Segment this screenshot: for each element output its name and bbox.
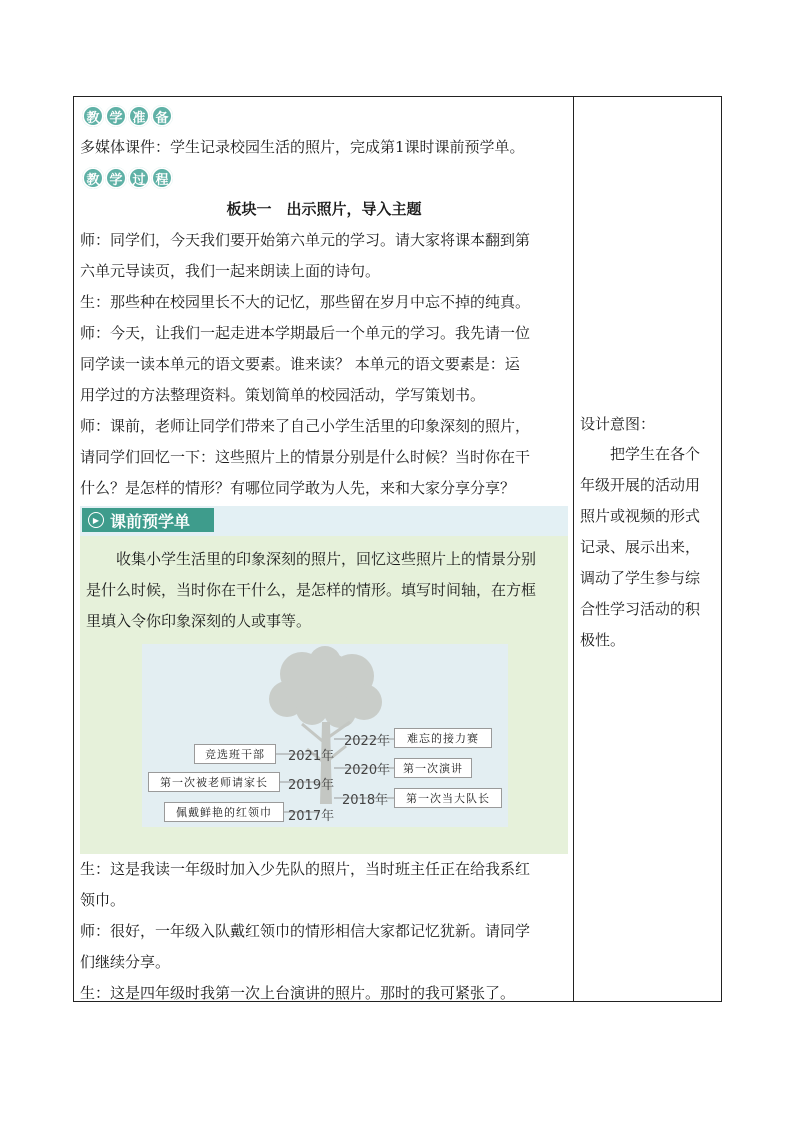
- badge-char: 学: [105, 167, 127, 189]
- timeline-right-box: 难忘的接力赛: [394, 728, 492, 748]
- dialogue-line: 生：这是四年级时我第一次上台演讲的照片。那时的我可紧张了。: [80, 984, 516, 1002]
- play-icon: ▶: [88, 512, 104, 528]
- dialogue-line: 同学读一读本单元的语文要素。谁来读？ 本单元的语文要素是：运: [80, 355, 520, 373]
- design-intent-line: 记录、展示出来，: [580, 538, 701, 556]
- timeline-year: 2020年: [344, 763, 391, 778]
- timeline-left-box: 竞选班干部: [194, 744, 276, 764]
- timeline-year: 2018年: [342, 793, 389, 808]
- dialogue-line: 生：那些种在校园里长不大的记忆，那些留在岁月中忘不掉的纯真。: [80, 293, 531, 311]
- dialogue-line: 们继续分享。: [80, 953, 171, 971]
- dialogue-line: 什么？是怎样的情形？有哪位同学敢为人先，来和大家分享分享？: [80, 479, 516, 497]
- prep-text: 多媒体课件：学生记录校园生活的照片，完成第1课时课前预学单。: [80, 138, 525, 156]
- design-intent-line: 年级开展的活动用: [580, 476, 701, 494]
- timeline-left-box: 第一次被老师请家长: [148, 772, 280, 792]
- design-intent-column: [580, 409, 716, 656]
- timeline-left-box: 佩戴鲜艳的红领巾: [164, 802, 284, 822]
- dialogue-line: 师：同学们，今天我们要开始第六单元的学习。请大家将课本翻到第: [80, 231, 531, 249]
- dialogue-line: 用学过的方法整理资料。策划简单的校园活动，学写策划书。: [80, 386, 486, 404]
- badge-char: 程: [151, 167, 173, 189]
- dialogue-line: 六单元导读页，我们一起来朗读上面的诗句。: [80, 262, 381, 280]
- design-intent-line: 把学生在各个: [610, 445, 701, 463]
- badge-teaching-process: [82, 165, 568, 191]
- badge-char: 过: [128, 167, 150, 189]
- prestudy-line: 里填入令你印象深刻的人或事等。: [86, 612, 312, 630]
- timeline-right-box: 第一次演讲: [394, 758, 472, 778]
- design-intent-line: 合性学习活动的积: [580, 600, 701, 618]
- badge-char: 教: [82, 167, 104, 189]
- design-intent-line: 极性。: [580, 631, 626, 649]
- prestudy-tag: [82, 508, 214, 532]
- dialogue-line: 领巾。: [80, 891, 126, 909]
- column-divider: [573, 97, 574, 1001]
- timeline-year: 2019年: [288, 778, 335, 793]
- dialogue-line: 师：很好，一年级入队戴红领巾的情形相信大家都记忆犹新。请同学: [80, 922, 531, 940]
- dialogue-line: 师：课前，老师让同学们带来了自己小学生活里的印象深刻的照片，: [80, 417, 531, 435]
- design-intent-title: 设计意图：: [580, 415, 656, 433]
- design-intent-line: 调动了学生参与综: [580, 569, 701, 587]
- timeline-right-box: 第一次当大队长: [394, 788, 502, 808]
- badge-char: 教: [82, 105, 104, 127]
- lesson-table: [73, 96, 722, 1002]
- prestudy-line: 是什么时候，当时你在干什么，是怎样的情形。填写时间轴，在方框: [86, 581, 537, 599]
- prestudy-box: [80, 536, 568, 854]
- timeline-year: 2022年: [344, 734, 391, 749]
- timeline-year: 2021年: [288, 749, 335, 764]
- badge-teaching-prep: [82, 103, 568, 129]
- design-intent-line: 照片或视频的形式: [580, 507, 701, 525]
- section-heading: 板块一 出示照片，导入主题: [226, 200, 422, 218]
- timeline-figure: [142, 644, 508, 827]
- prestudy-banner: [80, 506, 568, 536]
- dialogue-line: 生：这是我读一年级时加入少先队的照片，当时班主任正在给我系红: [80, 860, 531, 878]
- badge-char: 备: [151, 105, 173, 127]
- dialogue-line: 师：今天，让我们一起走进本学期最后一个单元的学习。我先请一位: [80, 324, 531, 342]
- badge-char: 学: [105, 105, 127, 127]
- dialogue-line: 请同学们回忆一下：这些照片上的情景分别是什么时候？当时你在干: [80, 448, 531, 466]
- prestudy-line: 收集小学生活里的印象深刻的照片，回忆这些照片上的情景分别: [116, 550, 537, 568]
- main-column: [80, 101, 568, 1009]
- timeline-year: 2017年: [288, 809, 335, 824]
- prestudy-tag-label: 课前预学单: [110, 511, 191, 531]
- badge-char: 准: [128, 105, 150, 127]
